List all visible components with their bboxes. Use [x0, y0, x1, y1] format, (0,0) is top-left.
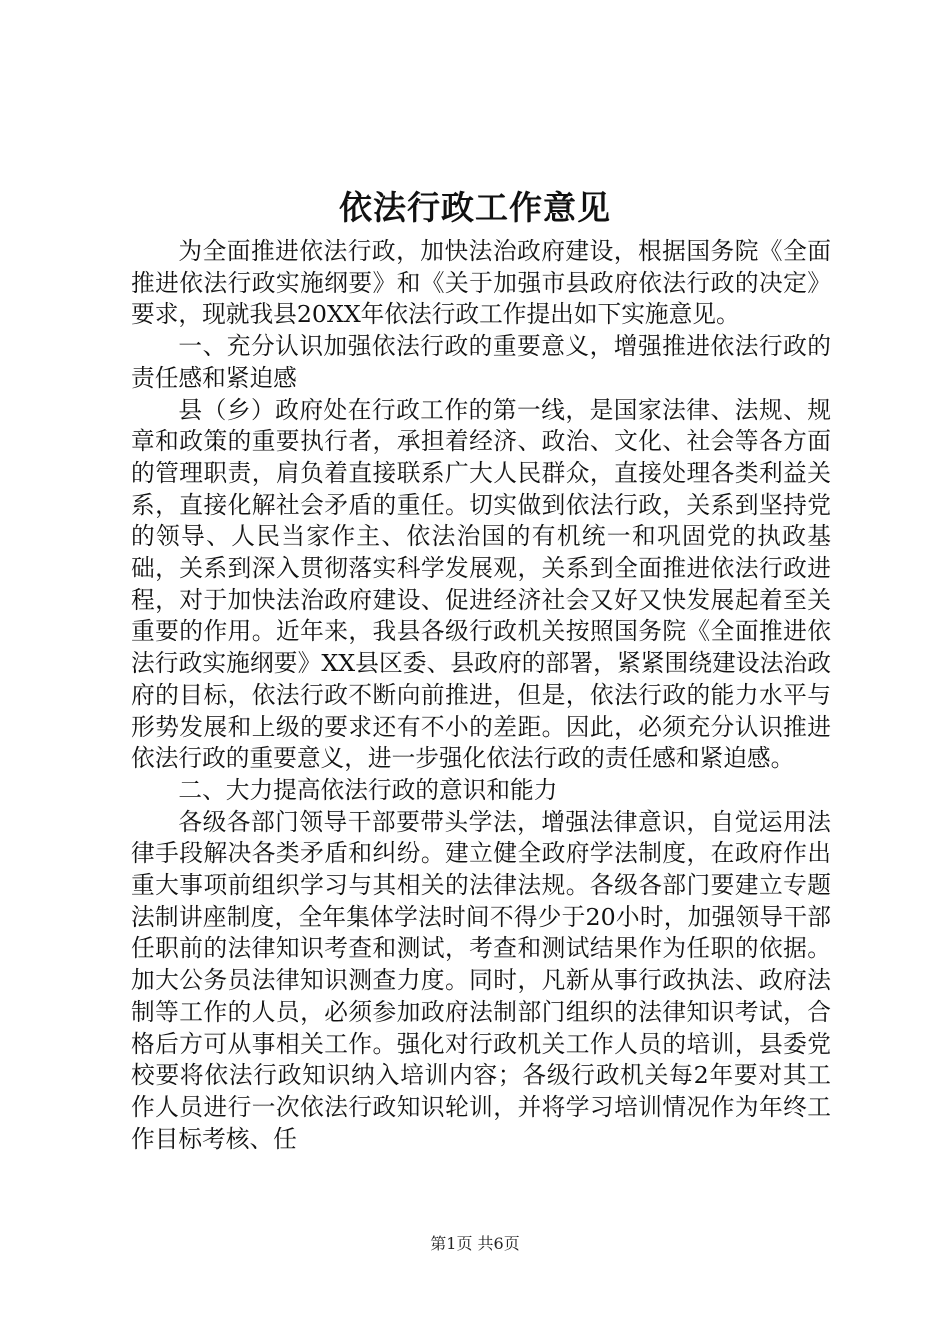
page-number-footer: 第1页 共6页: [430, 1234, 520, 1253]
document-body: [131, 236, 831, 1155]
paragraph-intro: 为全面推进依法行政，加快法治政府建设，根据国务院《全面推进依法行政实施纲要》和《关于加强市县政府依法行政的决定》要求，现就我县20XX年依法行政工作提出如下实施意见。: [131, 237, 831, 329]
document-title: 依法行政工作意见: [339, 188, 611, 227]
section-heading-2: 二、大力提高依法行政的意识和能力: [178, 775, 558, 804]
paragraph-section-1: 县（乡）政府处在行政工作的第一线，是国家法律、法规、规章和政策的重要执行者，承担着经济、政治、文化、社会等各方面的管理职责，肩负着直接联系广大人民群众，直接处理各类利益关系，直接化解社会矛盾的重任。切实做到依法行政，关系到坚持党的领导、人民当家作主、依法治国的有机统一和巩固党的执政基础，关系到深入贯彻落实科学发展观，关系到全面推进依法行政进程，对于加快法治政府建设、促进经济社会又好又快发展起着至关重要的作用。近年来，我县各级行政机关按照国务院《全面推进依法行政实施纲要》XX县区委、县政府的部署，紧紧围绕建设法治政府的目标，依法行政不断向前推进，但是，依法行政的能力水平与形势发展和上级的要求还有不小的差距。因此，必须充分认识推进依法行政的重要意义，进一步强化依法行政的责任感和紧迫感。: [131, 395, 831, 773]
paragraph-section-2: 各级各部门领导干部要带头学法，增强法律意识，自觉运用法律手段解决各类矛盾和纠纷。建立健全政府学法制度，在政府作出重大事项前组织学习与其相关的法律法规。各级各部门要建立专题法制讲座制度，全年集体学法时间不得少于20小时，加强领导干部任职前的法律知识考查和测试，考查和测试结果作为任职的依据。加大公务员法律知识测查力度。同时，凡新从事行政执法、政府法制等工作的人员，必须参加政府法制部门组织的法律知识考试，合格后方可从事相关工作。强化对行政机关工作人员的培训，县委党校要将依法行政知识纳入培训内容；各级行政机关每2年要对其工作人员进行一次依法行政知识轮训，并将学习培训情况作为年终工作目标考核、任: [131, 807, 831, 1153]
section-heading-1: 一、充分认识加强依法行政的重要意义，增强推进依法行政的责任感和紧迫感: [131, 332, 831, 392]
